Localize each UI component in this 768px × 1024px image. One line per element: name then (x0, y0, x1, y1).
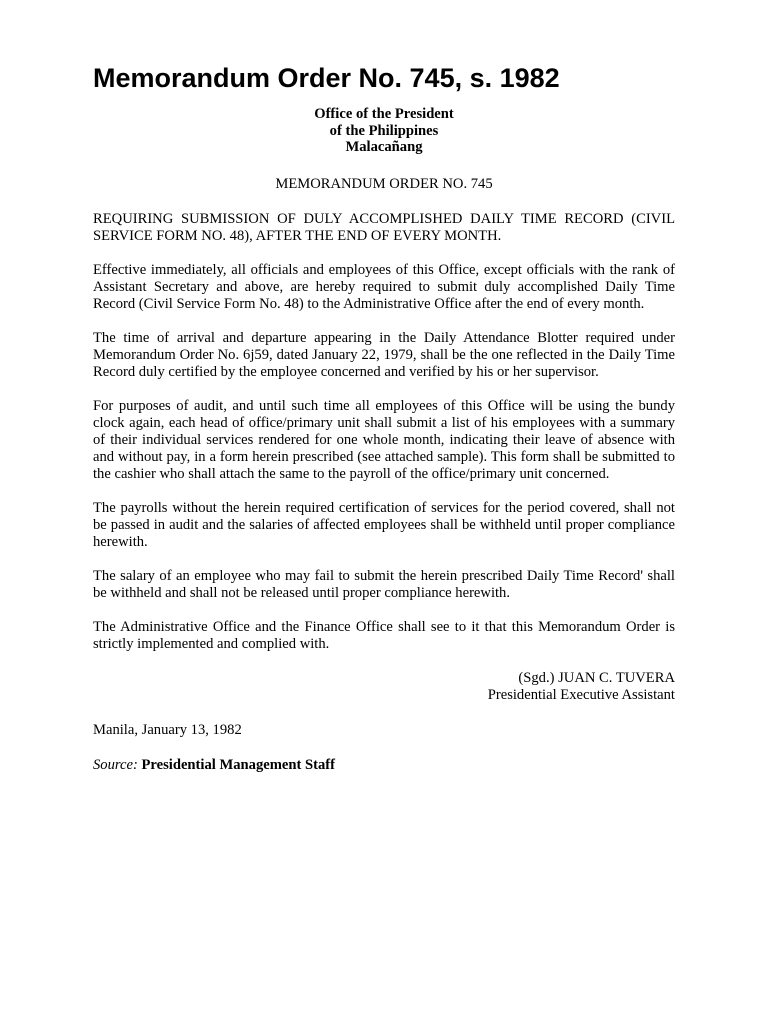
header-line-country: of the Philippines (329, 122, 439, 139)
dateline: Manila, January 13, 1982 (93, 721, 242, 738)
source-line (93, 757, 675, 774)
paragraph-1: Effective immediately, all officials and employees of this Office, except officials with the rank of Assistant Secretary and above, are hereby required to submit duly accomplished Daily Time Record (Civil Service Form No. 48) to the Administrative Office after the end of every month. (93, 261, 675, 312)
paragraph-3: For purposes of audit, and until such time all employees of this Office will be using the bundy clock again, each head of office/primary unit shall submit a list of his employees with a summary of their individual services rendered for one whole month, indicating their leave of absence with and without pay, in a form herein prescribed (see attached sample). This form shall be submitted to the cashier who shall attach the same to the payroll of the office/primary unit concerned. (93, 397, 675, 482)
signature-block (93, 670, 675, 704)
signatory-position: Presidential Executive Assistant (487, 686, 675, 703)
header-line-office: Office of the President (314, 106, 454, 122)
paragraph-2: The time of arrival and departure appearing in the Daily Attendance Blotter required under Memorandum Order No. 6j59, dated January 22, 1979, shall be the one reflected in the Daily Time Record duly certified by the employee concerned and verified by his or her supervisor. (93, 329, 675, 380)
document-body (93, 106, 675, 774)
issuing-office-header (93, 106, 675, 156)
source-label: Source: (93, 756, 138, 773)
document-page (93, 60, 675, 774)
order-heading: MEMORANDUM ORDER NO. 745 (275, 175, 493, 192)
paragraph-5: The salary of an employee who may fail to submit the herein prescribed Daily Time Record' shall be withheld and shall not be released until proper compliance herewith. (93, 567, 675, 601)
source-value: Presidential Management Staff (141, 756, 335, 773)
paragraph-6: The Administrative Office and the Finance Office shall see to it that this Memorandum Order is strictly implemented and complied with. (93, 618, 675, 652)
page-title: Memorandum Order No. 745, s. 1982 (93, 63, 560, 93)
order-subject: REQUIRING SUBMISSION OF DULY ACCOMPLISHED DAILY TIME RECORD (CIVIL SERVICE FORM NO. 48), AFTER THE END OF EVERY MONTH. (93, 210, 675, 244)
header-line-palace: Malacañang (345, 139, 423, 155)
signatory-name: (Sgd.) JUAN C. TUVERA (518, 669, 675, 686)
paragraph-4: The payrolls without the herein required certification of services for the period covered, shall not be passed in audit and the salaries of affected employees shall be withheld until proper compliance herewith. (93, 499, 675, 550)
